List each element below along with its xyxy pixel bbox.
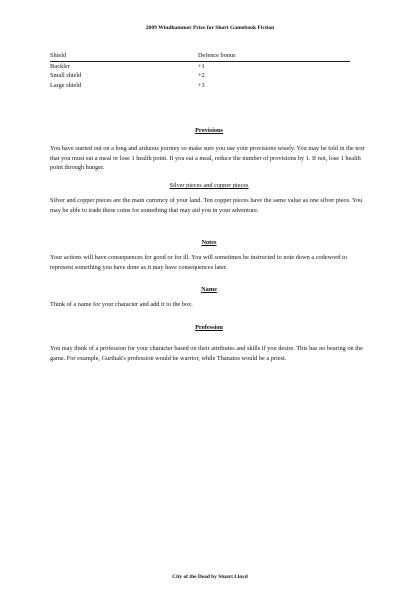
section-body: Think of a name for your character and add it to the box. bbox=[50, 301, 193, 309]
section-heading: Notes bbox=[201, 239, 217, 246]
section-body: Silver and copper pieces are the main currency of your land. Ten copper pieces have the same value as one silver piece. You may be able to trade these coins for something that may aid you in your adventure. bbox=[50, 197, 363, 214]
section-profession bbox=[50, 323, 368, 363]
table-cell: +3 bbox=[198, 81, 205, 89]
table-row bbox=[50, 62, 350, 72]
table-cell: +2 bbox=[198, 72, 205, 80]
section-body: Your actions will have consequences for good or for ill. You will sometimes be instructed to note down a codeword to represent something you have done as it may have consequences later. bbox=[50, 254, 348, 271]
table-header-row bbox=[50, 51, 350, 62]
section-body: You have started out on a long and arduous journey so make sure you use your provisions wisely. You may be told in the text that you must eat a meal or lose 1 health point. If you eat a meal, reduce the number of provisions by 1. If not, lose 1 health point through hunger. bbox=[50, 145, 365, 171]
table-cell: Large shield bbox=[50, 81, 82, 89]
section-body: You may think of a profession for your character based on their attributes and skills if you desire. This has no bearing on the game. For example, Gurthak's profession would be warrior, while Thanatos would be a priest. bbox=[50, 345, 363, 362]
page-footer: City of the Dead by Stuart Lloyd bbox=[172, 574, 248, 580]
table-header-defence-bonus: Defence bonus bbox=[198, 52, 236, 59]
table-row bbox=[50, 81, 350, 91]
table-cell: Small shield bbox=[50, 72, 82, 80]
section-silver bbox=[50, 181, 368, 215]
shield-table bbox=[50, 51, 350, 90]
section-notes bbox=[50, 238, 368, 272]
table-cell: Buckler bbox=[50, 62, 70, 70]
page-header: 2009 Windhammer Prize for Short Gamebook Fiction bbox=[145, 25, 275, 31]
section-heading: Silver pieces and copper pieces bbox=[169, 182, 249, 189]
section-heading: Provisions bbox=[195, 127, 223, 134]
table-cell: +1 bbox=[198, 62, 205, 70]
section-name bbox=[50, 285, 368, 310]
table-header-shield: Shield bbox=[50, 52, 67, 59]
section-provisions bbox=[50, 126, 368, 172]
section-heading: Profession bbox=[195, 324, 223, 331]
section-heading: Name bbox=[201, 286, 217, 293]
table-row bbox=[50, 71, 350, 81]
